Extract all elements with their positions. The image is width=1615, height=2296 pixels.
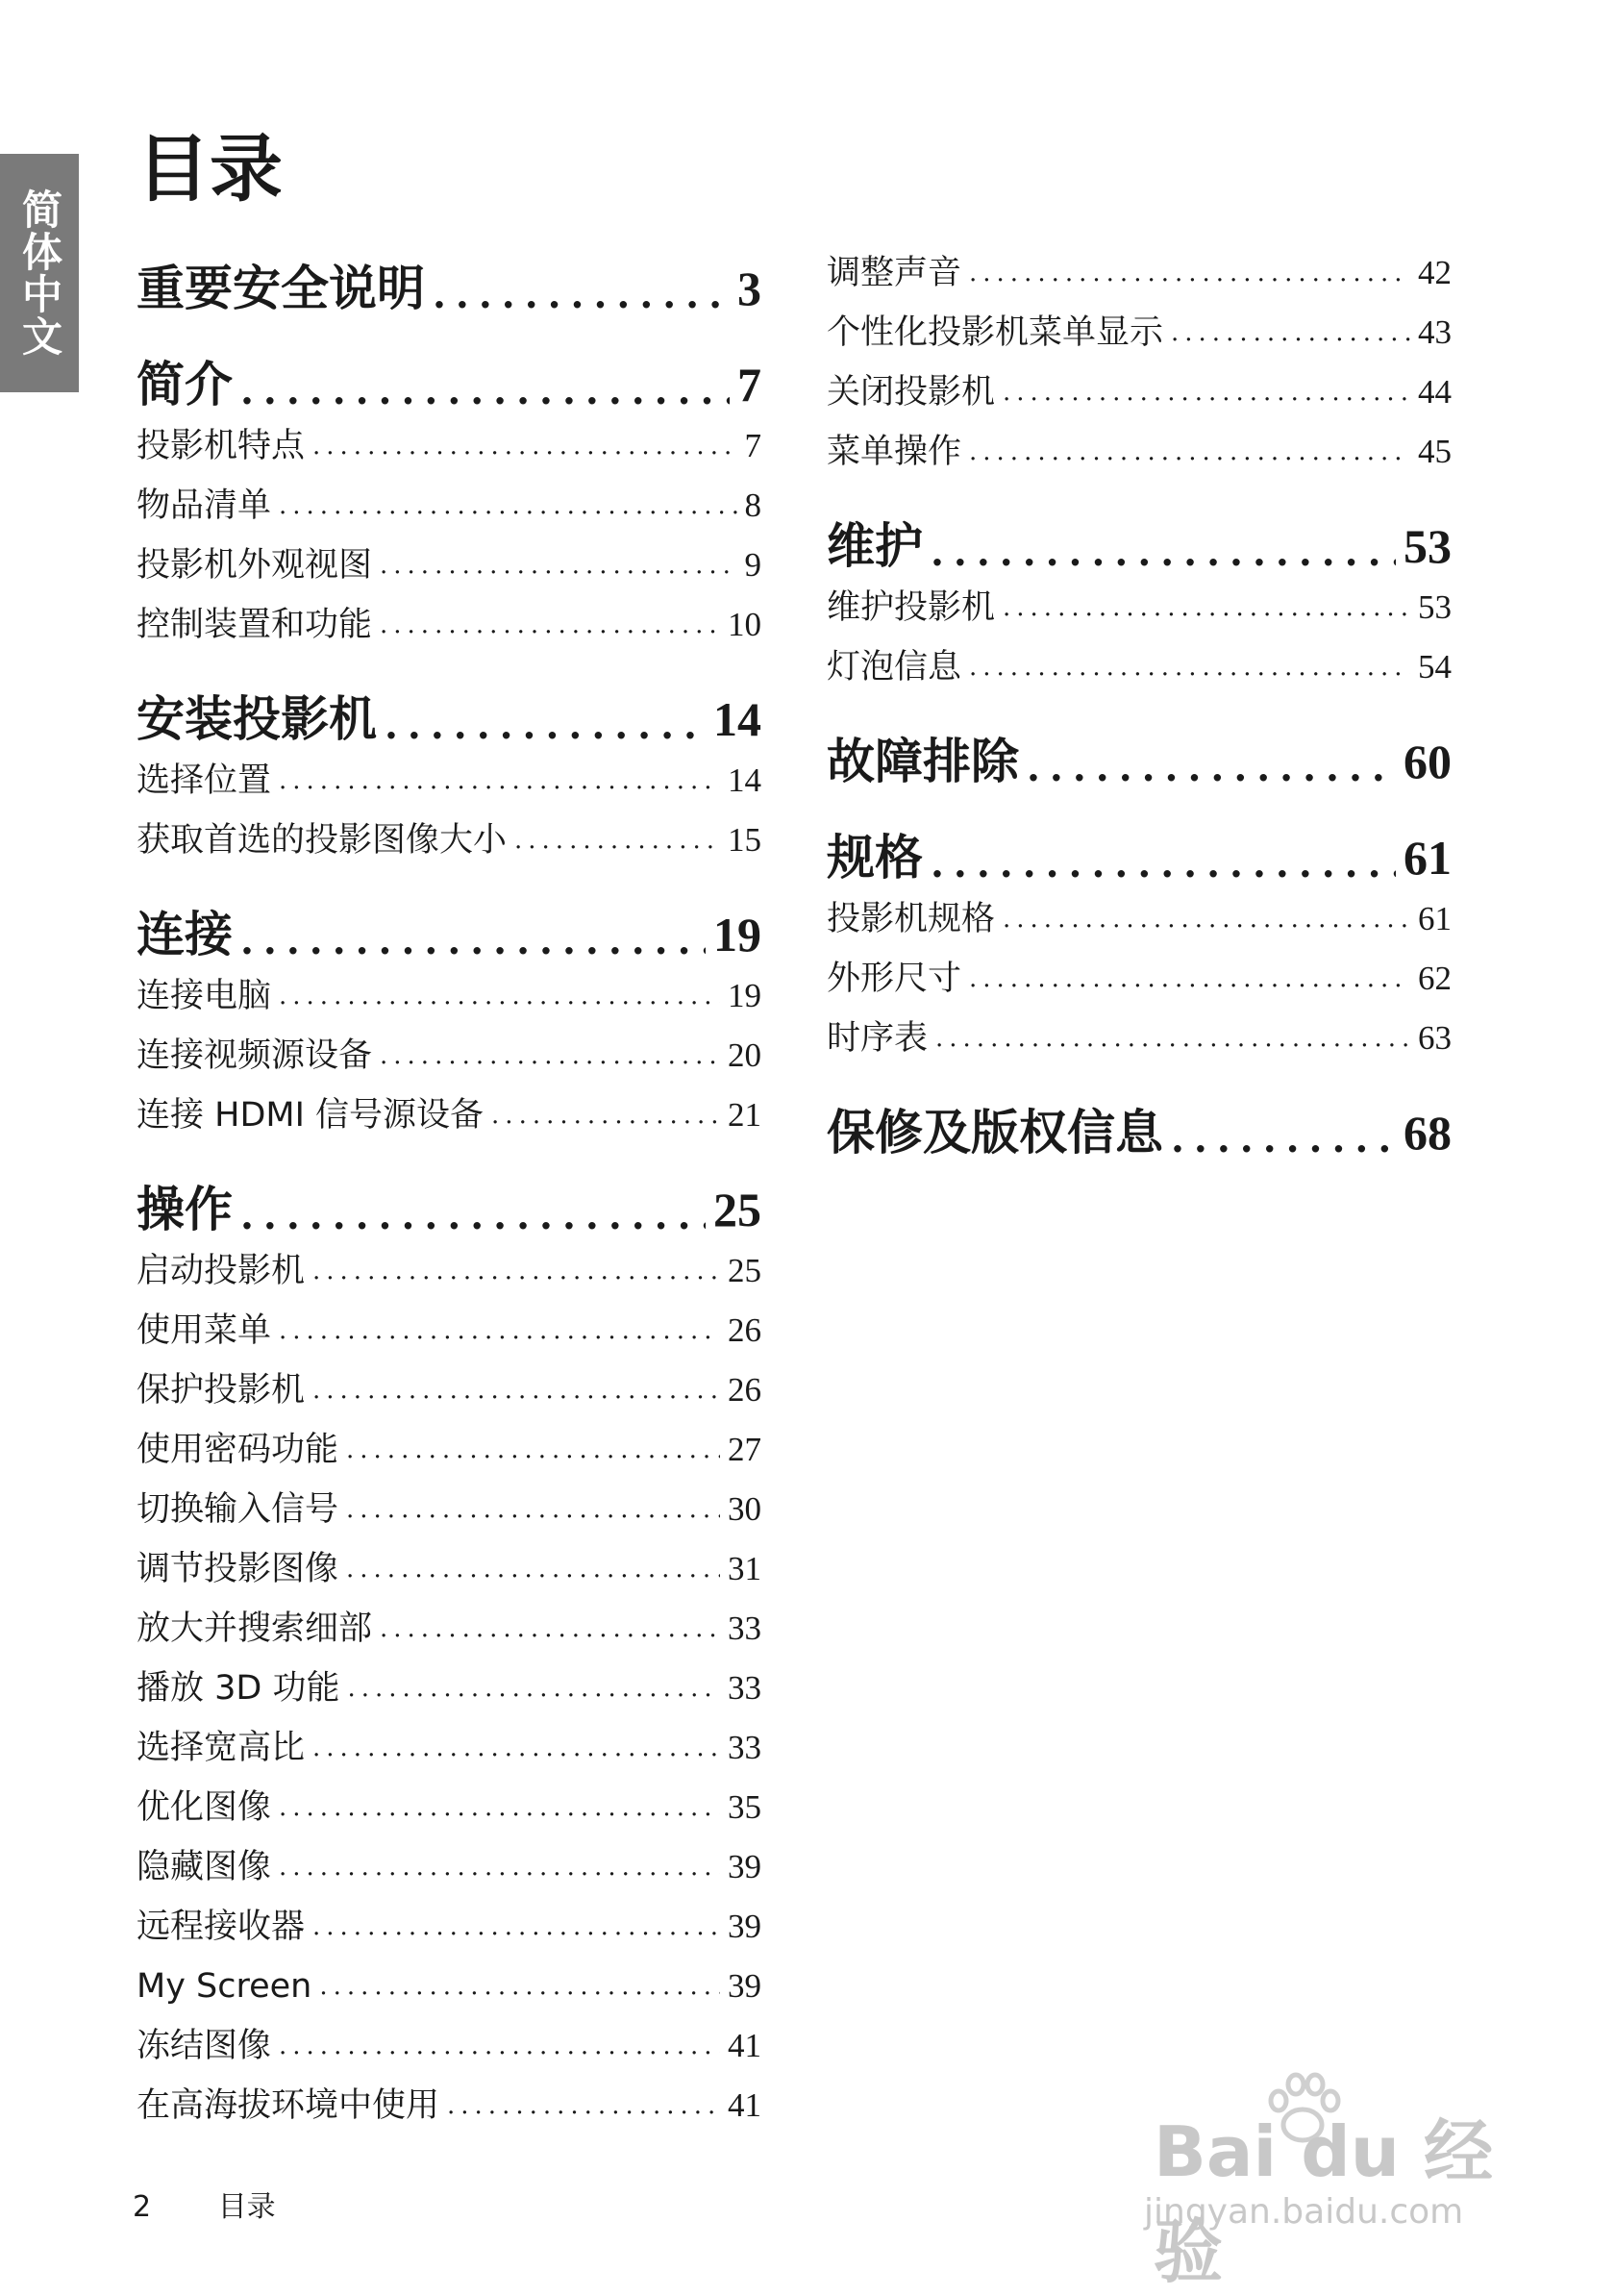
toc-page-number: 45	[1418, 433, 1452, 470]
toc-page-number: 19	[728, 977, 761, 1014]
toc-page-number: 26	[728, 1311, 761, 1349]
toc-entry-title: 使用菜单	[137, 1311, 272, 1350]
dot-leader	[1003, 582, 1410, 635]
toc-entry-title: 投影机特点	[137, 427, 306, 465]
watermark-url: jingyan.baidu.com	[1144, 2192, 1464, 2232]
toc-entry-row[interactable]	[827, 240, 1452, 300]
toc-chapter-row[interactable]	[137, 1161, 761, 1238]
toc-entry-title: 优化图像	[137, 1788, 272, 1827]
toc-page-number: 19	[713, 908, 761, 961]
toc-entry-title: 冻结图像	[137, 2027, 272, 2065]
toc-chapter-title: 维护	[827, 518, 923, 574]
dot-leader	[347, 1662, 720, 1715]
dot-leader	[279, 1305, 720, 1358]
dot-leader	[935, 1012, 1410, 1065]
toc-entry-title: 灯泡信息	[827, 648, 962, 686]
dot-leader	[279, 970, 720, 1023]
toc-chapter-row[interactable]	[827, 810, 1452, 886]
dot-leader	[312, 1722, 720, 1775]
toc-entry-row[interactable]	[827, 419, 1452, 479]
dot-leader	[312, 1245, 720, 1298]
toc-entry-title: 获取首选的投影图像大小	[137, 821, 508, 860]
toc-entry-row[interactable]	[137, 1656, 761, 1715]
dot-leader	[433, 272, 730, 317]
toc-chapter-title: 规格	[827, 830, 923, 886]
toc-entry-row[interactable]	[827, 575, 1452, 635]
dot-leader	[240, 918, 706, 963]
footer-section-title: 目录	[217, 2190, 276, 2224]
toc-entry-title: 投影机外观视图	[137, 546, 373, 585]
toc-entry-title: 调节投影图像	[137, 1550, 339, 1588]
dot-leader	[380, 599, 720, 652]
toc-right-column	[827, 240, 1452, 1161]
toc-entry-title: 连接 HDMI 信号源设备	[137, 1096, 484, 1135]
dot-leader	[931, 530, 1396, 575]
dot-leader	[969, 953, 1410, 1006]
toc-page-number: 8	[744, 487, 761, 524]
toc-entry-title: 时序表	[827, 1019, 929, 1058]
toc-entry-title: 选择位置	[137, 761, 272, 800]
toc-page-number: 39	[728, 1967, 761, 2005]
dot-leader	[312, 1901, 720, 1954]
toc-entry-row[interactable]	[827, 300, 1452, 360]
dot-leader	[240, 368, 730, 413]
toc-chapter-row[interactable]	[827, 713, 1452, 790]
toc-entry-title: 保护投影机	[137, 1371, 306, 1410]
toc-page-number: 54	[1418, 648, 1452, 686]
dot-leader	[1027, 745, 1396, 790]
toc-chapter-row[interactable]	[137, 240, 761, 317]
toc-page-number: 21	[728, 1096, 761, 1134]
dot-leader	[279, 1782, 720, 1834]
baidu-jingyan-watermark	[1134, 2096, 1538, 2292]
toc-page-number: 30	[728, 1490, 761, 1528]
toc-entry-row[interactable]	[137, 1775, 761, 1834]
toc-entry-row[interactable]	[137, 592, 761, 652]
toc-page-number: 53	[1404, 519, 1452, 573]
toc-entry-title: 个性化投影机菜单显示	[827, 313, 1164, 352]
toc-chapter-row[interactable]	[827, 1085, 1452, 1161]
toc-entry-title: 选择宽高比	[137, 1729, 306, 1767]
toc-entry-row[interactable]	[827, 360, 1452, 419]
toc-page-number: 39	[728, 1848, 761, 1885]
dot-leader	[1171, 307, 1410, 360]
dot-leader	[931, 841, 1396, 886]
toc-entry-title: 连接视频源设备	[137, 1036, 373, 1075]
toc-entry-title: 维护投影机	[827, 588, 996, 627]
toc-entry-row[interactable]	[137, 1715, 761, 1775]
toc-page-number: 33	[728, 1610, 761, 1647]
dot-leader	[447, 2080, 720, 2133]
dot-leader	[312, 1364, 720, 1417]
page-footer	[133, 2183, 276, 2225]
toc-page-number: 26	[728, 1371, 761, 1409]
toc-entry-row[interactable]	[137, 1954, 761, 2013]
toc-chapter-row[interactable]	[137, 671, 761, 748]
toc-chapter-row[interactable]	[137, 886, 761, 963]
toc-chapter-row[interactable]	[827, 498, 1452, 575]
toc-entry-row[interactable]	[827, 946, 1452, 1006]
dot-leader	[380, 1603, 720, 1656]
toc-entry-row[interactable]	[137, 1596, 761, 1656]
toc-entry-title: 放大并搜索细部	[137, 1610, 373, 1648]
toc-page-number: 62	[1418, 960, 1452, 997]
dot-leader	[312, 420, 736, 473]
toc-entry-title: 投影机规格	[827, 900, 996, 938]
toc-entry-title: 调整声音	[827, 254, 962, 292]
toc-page-number: 33	[728, 1729, 761, 1766]
dot-leader	[279, 755, 720, 808]
dot-leader	[969, 426, 1410, 479]
toc-entry-title: My Screen	[137, 1967, 312, 2006]
toc-entry-row[interactable]	[137, 1358, 761, 1417]
toc-entry-row[interactable]	[137, 413, 761, 473]
dot-leader	[514, 814, 720, 867]
toc-entry-title: 隐藏图像	[137, 1848, 272, 1886]
dot-leader	[346, 1543, 720, 1596]
toc-entry-row[interactable]	[137, 533, 761, 592]
toc-chapter-title: 操作	[137, 1182, 233, 1237]
toc-entry-row[interactable]	[137, 1536, 761, 1596]
toc-page-number: 10	[728, 606, 761, 643]
toc-entry-title: 物品清单	[137, 487, 272, 525]
toc-page-number: 41	[728, 2027, 761, 2064]
toc-entry-row[interactable]	[827, 886, 1452, 946]
dot-leader	[279, 480, 736, 533]
dot-leader	[240, 1193, 706, 1238]
language-tab	[0, 154, 79, 392]
toc-entry-row[interactable]	[137, 1023, 761, 1083]
toc-entry-row[interactable]	[137, 1417, 761, 1477]
language-tab-label: 简体中文	[16, 188, 63, 358]
toc-entry-title: 使用密码功能	[137, 1431, 339, 1469]
toc-page-number: 27	[728, 1431, 761, 1468]
toc-page-number: 43	[1418, 313, 1452, 351]
dot-leader	[380, 1030, 720, 1083]
toc-page-number: 41	[728, 2086, 761, 2124]
toc-page-number: 14	[713, 692, 761, 746]
toc-entry-row[interactable]	[827, 1006, 1452, 1065]
toc-entry-row[interactable]	[137, 2073, 761, 2133]
toc-entry-title: 在高海拔环境中使用	[137, 2086, 440, 2125]
toc-page-number: 35	[728, 1788, 761, 1826]
toc-page-number: 14	[728, 761, 761, 799]
toc-entry-row[interactable]	[137, 473, 761, 533]
toc-chapter-title: 简介	[137, 357, 233, 412]
toc-entry-row[interactable]	[137, 1834, 761, 1894]
dot-leader	[319, 1960, 720, 2013]
toc-page-number: 39	[728, 1908, 761, 1945]
toc-entry-title: 菜单操作	[827, 433, 962, 471]
toc-entry-title: 启动投影机	[137, 1252, 306, 1290]
toc-entry-title: 关闭投影机	[827, 373, 996, 412]
toc-entry-row[interactable]	[137, 1238, 761, 1298]
toc-page-number: 15	[728, 821, 761, 859]
toc-entry-title: 远程接收器	[137, 1908, 306, 1946]
toc-entry-title: 外形尺寸	[827, 960, 962, 998]
toc-entry-row[interactable]	[137, 748, 761, 808]
dot-leader	[385, 703, 706, 748]
toc-entry-row[interactable]	[137, 1894, 761, 1954]
watermark-brand: Bai du 经验	[1154, 2111, 1494, 2292]
dot-leader	[1171, 1116, 1396, 1161]
toc-page-number: 20	[728, 1036, 761, 1074]
dot-leader	[346, 1424, 720, 1477]
footer-page-number: 2	[133, 2190, 152, 2224]
toc-page-number: 63	[1418, 1019, 1452, 1057]
toc-entry-row[interactable]	[827, 635, 1452, 694]
dot-leader	[1003, 366, 1410, 419]
dot-leader	[969, 641, 1410, 694]
toc-entry-title: 控制装置和功能	[137, 606, 373, 644]
toc-page-number: 7	[737, 358, 761, 412]
toc-page-number: 44	[1418, 373, 1452, 411]
dot-leader	[969, 247, 1410, 300]
toc-entry-row[interactable]	[137, 1083, 761, 1142]
toc-chapter-title: 重要安全说明	[137, 261, 425, 316]
toc-page-number: 33	[728, 1669, 761, 1707]
toc-page-number: 25	[713, 1183, 761, 1236]
toc-entry-row[interactable]	[137, 2013, 761, 2073]
toc-entry-row[interactable]	[137, 808, 761, 867]
toc-page-number: 7	[744, 427, 761, 464]
toc-page-number: 61	[1404, 831, 1452, 885]
toc-entry-row[interactable]	[137, 963, 761, 1023]
toc-page-number: 60	[1404, 735, 1452, 788]
toc-entry-title: 播放 3D 功能	[137, 1669, 340, 1708]
dot-leader	[491, 1089, 720, 1142]
page-title: 目录	[137, 126, 283, 212]
dot-leader	[380, 539, 736, 592]
toc-page-number: 9	[744, 546, 761, 584]
toc-left-column	[137, 240, 761, 2133]
toc-page-number: 25	[728, 1252, 761, 1289]
toc-chapter-title: 保修及版权信息	[827, 1105, 1163, 1160]
toc-entry-title: 切换输入信号	[137, 1490, 339, 1529]
toc-entry-row[interactable]	[137, 1298, 761, 1358]
toc-page-number: 3	[737, 262, 761, 315]
toc-page-number: 53	[1418, 588, 1452, 626]
toc-chapter-title: 安装投影机	[137, 691, 377, 747]
toc-page-number: 61	[1418, 900, 1452, 937]
toc-entry-row[interactable]	[137, 1477, 761, 1536]
toc-chapter-title: 连接	[137, 907, 233, 962]
toc-page-number: 31	[728, 1550, 761, 1587]
toc-page-number: 68	[1404, 1106, 1452, 1160]
toc-chapter-title: 故障排除	[827, 734, 1019, 789]
toc-entry-title: 连接电脑	[137, 977, 272, 1015]
toc-chapter-row[interactable]	[137, 337, 761, 413]
toc-page-number: 42	[1418, 254, 1452, 291]
dot-leader	[346, 1484, 720, 1536]
dot-leader	[279, 1841, 720, 1894]
dot-leader	[279, 2020, 720, 2073]
dot-leader	[1003, 893, 1410, 946]
